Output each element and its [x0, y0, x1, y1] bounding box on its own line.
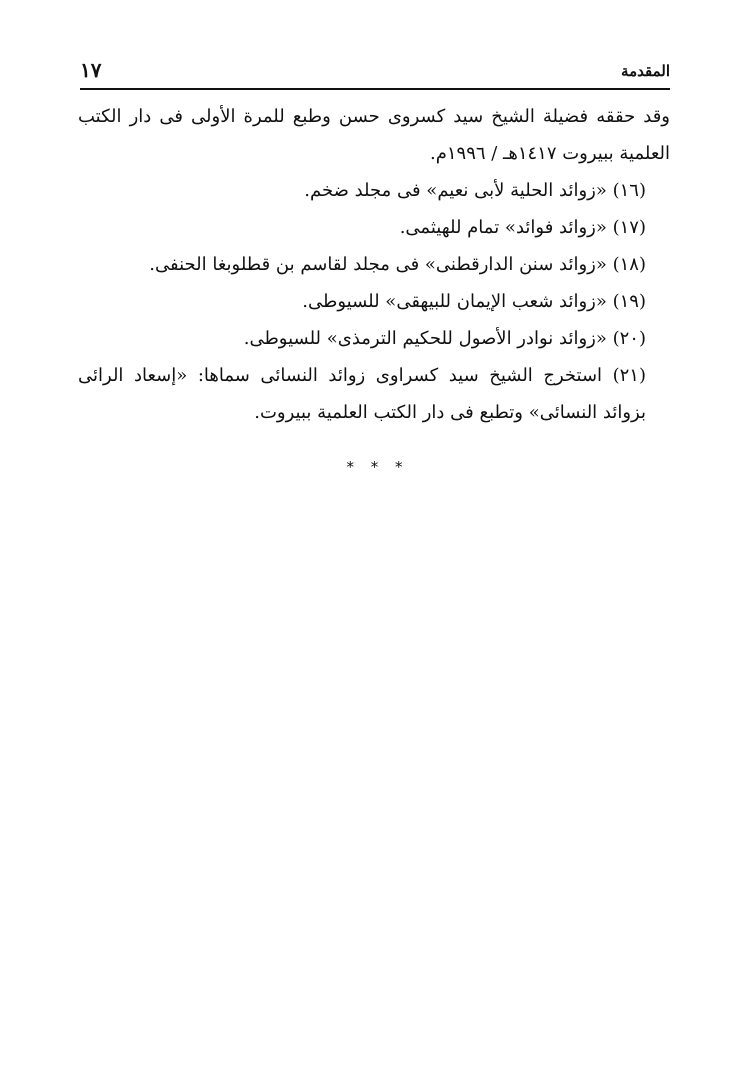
- list-item-17: (١٧) «زوائد فوائد» تمام للهيثمى.: [399, 217, 646, 238]
- body-text: [78, 98, 670, 431]
- header-rule: [80, 88, 670, 90]
- section-separator: * * *: [346, 458, 409, 476]
- page-number: ١٧: [80, 58, 102, 82]
- list-item-21: (٢١) استخرج الشيخ سيد كسراوى زوائد النسائى سماها: «إسعاد الرائى بزوائد النسائى» وتطبع فى دار الكتب العلمية ببيروت.: [78, 365, 646, 423]
- list-item-16: (١٦) «زوائد الحلية لأبى نعيم» فى مجلد ضخم.: [304, 180, 646, 201]
- page-header: [80, 52, 670, 86]
- list-item-19: (١٩) «زوائد شعب الإيمان للبيهقى» للسيوطى.: [302, 291, 646, 312]
- section-title: المقدمة: [621, 62, 670, 80]
- list-item-20: (٢٠) «زوائد نوادر الأصول للحكيم الترمذى» للسيوطى.: [243, 328, 646, 349]
- list-item-18: (١٨) «زوائد سنن الدارقطنى» فى مجلد لقاسم بن قطلوبغا الحنفى.: [149, 254, 646, 275]
- paragraph: وقد حققه فضيلة الشيخ سيد كسروى حسن وطبع للمرة الأولى فى دار الكتب العلمية ببيروت ١٤١٧هـ / ١٩٩٦م.: [78, 106, 670, 164]
